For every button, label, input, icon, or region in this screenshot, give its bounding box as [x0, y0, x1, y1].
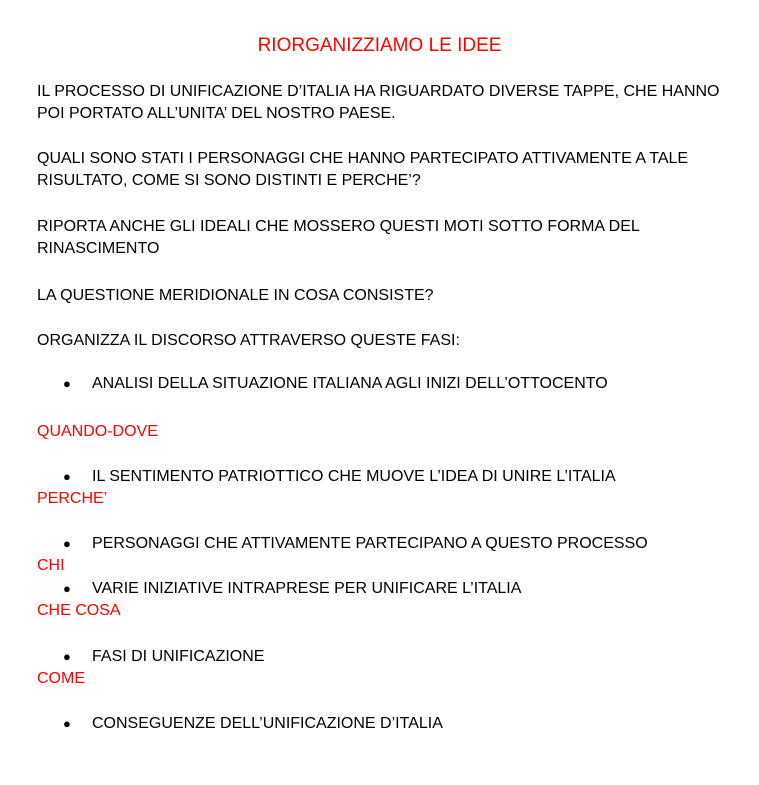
bullet-icon: ● — [63, 581, 71, 596]
label-perche: PERCHE’ — [37, 490, 108, 507]
list-item-text: PERSONAGGI CHE ATTIVAMENTE PARTECIPANO A QUESTO PROCESSO — [92, 535, 648, 552]
bullet-icon: ● — [63, 376, 71, 391]
bullet-icon: ● — [63, 536, 71, 551]
list-item — [63, 646, 264, 668]
list-item-text: FASI DI UNIFICAZIONE — [92, 648, 265, 665]
list-item — [63, 713, 443, 735]
page-title: RIORGANIZZIAMO LE IDEE — [257, 35, 502, 56]
list-item — [63, 578, 521, 600]
label-chi: CHI — [37, 557, 65, 574]
list-item-text: ANALISI DELLA SITUAZIONE ITALIANA AGLI INIZI DELL’OTTOCENTO — [92, 375, 608, 392]
bullet-icon: ● — [63, 716, 71, 731]
paragraph-organizza: ORGANIZZA IL DISCORSO ATTRAVERSO QUESTE FASI: — [37, 332, 460, 349]
list-item — [63, 373, 608, 395]
list-item-text: IL SENTIMENTO PATRIOTTICO CHE MUOVE L’IDEA DI UNIRE L’ITALIA — [92, 468, 616, 485]
bullet-icon: ● — [63, 649, 71, 664]
label-che-cosa: CHE COSA — [37, 602, 121, 619]
list-item-text: VARIE INIZIATIVE INTRAPRESE PER UNIFICARE L’ITALIA — [92, 580, 522, 597]
bullet-icon: ● — [63, 469, 71, 484]
list-item — [63, 466, 616, 488]
paragraph-questione-meridionale: LA QUESTIONE MERIDIONALE IN COSA CONSISTE? — [37, 287, 434, 304]
paragraph-intro: IL PROCESSO DI UNIFICAZIONE D’ITALIA HA RIGUARDATO DIVERSE TAPPE, CHE HANNO POI PORTATO ALL’UNITA’ DEL NOSTRO PAESE. — [37, 83, 720, 122]
label-come: COME — [37, 670, 85, 687]
paragraph-ideali: RIPORTA ANCHE GLI IDEALI CHE MOSSERO QUESTI MOTI SOTTO FORMA DEL RINASCIMENTO — [37, 218, 640, 257]
list-item — [63, 533, 648, 555]
paragraph-personaggi: QUALI SONO STATI I PERSONAGGI CHE HANNO PARTECIPATO ATTIVAMENTE A TALE RISULTATO, COME SI SONO DISTINTI E PERCHE’? — [37, 150, 689, 189]
label-quando-dove: QUANDO-DOVE — [37, 423, 158, 440]
list-item-text: CONSEGUENZE DELL’UNIFICAZIONE D’ITALIA — [92, 715, 443, 732]
